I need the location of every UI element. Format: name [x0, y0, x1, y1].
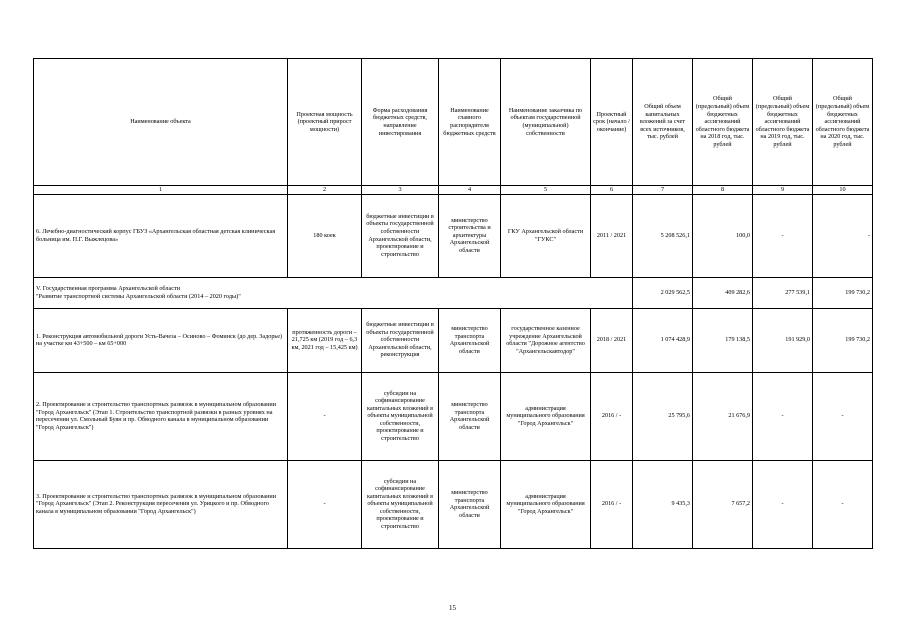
col-header-customer: Наименование заказчика по объектам государственной (муниципальной) собственности — [501, 59, 591, 186]
col-header-form: Форма расходования бюджетных средств, направление инвестирования — [362, 59, 439, 186]
col-header-2019: Общий (предельный) объем бюджетных ассигнований областного бюджета на 2019 год, тыс. рублей — [753, 59, 813, 186]
capacity-cell: - — [288, 460, 362, 548]
manager-cell: министерство транспорта Архангельской области — [439, 308, 501, 372]
object-name: 3. Проектирование и строительство транспортных развязок в муниципальном образовании "Город Архангельск" (Этап 2. Реконструкция пересечения ул. Урицкого и пр. Обводного канала в муниципальном образовании "Город Архангельск") — [34, 460, 288, 548]
col-number: 8 — [693, 186, 753, 195]
term-cell: 2016 / - — [591, 372, 633, 460]
y2020-cell: 199 730,2 — [813, 308, 873, 372]
y2019-cell: - — [753, 372, 813, 460]
col-number: 6 — [591, 186, 633, 195]
customer-cell: администрация муниципального образования "Город Архангельск" — [501, 460, 591, 548]
col-header-term: Проектный срок (начало / окончание) — [591, 59, 633, 186]
col-number: 4 — [439, 186, 501, 195]
header-row — [34, 59, 873, 186]
col-header-capacity: Проектная мощность (проектный прирост мощности) — [288, 59, 362, 186]
total-cell: 1 074 428,9 — [633, 308, 693, 372]
col-number: 2 — [288, 186, 362, 195]
form-cell: субсидии на софинансирование капитальных вложений в объекты муниципальной собственности, проектирование и строительство — [362, 460, 439, 548]
col-header-object: Наименование объекта — [34, 59, 288, 186]
table-row — [34, 308, 873, 372]
y2019-cell: - — [753, 460, 813, 548]
section-row — [34, 277, 873, 308]
capacity-cell: - — [288, 372, 362, 460]
section-2018: 409 282,6 — [693, 277, 753, 308]
section-title-line1: V. Государственная программа Архангельской области — [36, 285, 181, 292]
object-name: 1. Реконструкция автомобильной дороги Усть-Вачеза – Осиново – Фоминск (до дер. Задорье) на участке км 43+500 – км 65+000 — [34, 308, 288, 372]
col-header-manager: Наименование главного распорядителя бюджетных средств — [439, 59, 501, 186]
section-title — [34, 277, 633, 308]
customer-cell: государственное казенное учреждение Архангельской области "Дорожное агентство "Архангельскавтодор" — [501, 308, 591, 372]
y2018-cell: 100,0 — [693, 194, 753, 277]
capacity-cell: протяженность дороги – 21,725 км (2019 год – 6,3 км, 2021 год – 15,425 км) — [288, 308, 362, 372]
col-number: 3 — [362, 186, 439, 195]
y2018-cell: 7 657,2 — [693, 460, 753, 548]
y2019-cell: 191 929,0 — [753, 308, 813, 372]
section-total: 2 029 562,5 — [633, 277, 693, 308]
section-title-line2: "Развитие транспортной системы Архангельской области (2014 – 2020 годы)" — [36, 292, 241, 300]
investment-table — [33, 58, 873, 549]
col-header-2018: Общий (предельный) объем бюджетных ассигнований областного бюджета на 2018 год, тыс. рублей — [693, 59, 753, 186]
object-name: 6. Лечебно-диагностический корпус ГБУЗ «Архангельская областная детская клиническая больница им. П.Г. Выжлецова» — [34, 194, 288, 277]
form-cell: бюджетные инвестиции в объекты государственной собственности Архангельской области, реконструкция — [362, 308, 439, 372]
term-cell: 2011 / 2021 — [591, 194, 633, 277]
customer-cell: ГКУ Архангельской области "ГУКС" — [501, 194, 591, 277]
capacity-cell: 180 коек — [288, 194, 362, 277]
form-cell: бюджетные инвестиции в объекты государственной собственности Архангельской области, проектирование и строительство — [362, 194, 439, 277]
y2020-cell: - — [813, 372, 873, 460]
col-number: 10 — [813, 186, 873, 195]
y2018-cell: 21 676,9 — [693, 372, 753, 460]
table-row — [34, 194, 873, 277]
col-header-2020: Общий (предельный) объем бюджетных ассигнований областного бюджета на 2020 год, тыс. рублей — [813, 59, 873, 186]
y2019-cell: - — [753, 194, 813, 277]
y2020-cell: - — [813, 460, 873, 548]
col-number: 5 — [501, 186, 591, 195]
col-header-total: Общий объем капитальных вложений за счет всех источников, тыс. рублей — [633, 59, 693, 186]
term-cell: 2018 / 2021 — [591, 308, 633, 372]
term-cell: 2016 / - — [591, 460, 633, 548]
section-2020: 199 730,2 — [813, 277, 873, 308]
col-number: 9 — [753, 186, 813, 195]
y2018-cell: 179 138,5 — [693, 308, 753, 372]
manager-cell: министерство транспорта Архангельской области — [439, 460, 501, 548]
total-cell: 9 435,3 — [633, 460, 693, 548]
section-2019: 277 539,1 — [753, 277, 813, 308]
column-numbers-row — [34, 186, 873, 195]
manager-cell: министерство строительства и архитектуры Архангельской области — [439, 194, 501, 277]
col-number: 1 — [34, 186, 288, 195]
object-name: 2. Проектирование и строительство транспортных развязок в муниципальном образовании "Город Архангельск" (Этап 1. Строительство транспортной развязки в разных уровнях на пересечении ул. Смольный Буян и пр. Обводного канала в муниципальном образовании "Город Архангельск") — [34, 372, 288, 460]
table-row — [34, 372, 873, 460]
manager-cell: министерство транспорта Архангельской области — [439, 372, 501, 460]
y2020-cell: - — [813, 194, 873, 277]
col-number: 7 — [633, 186, 693, 195]
table-row — [34, 460, 873, 548]
total-cell: 5 208 526,1 — [633, 194, 693, 277]
customer-cell: администрация муниципального образования "Город Архангельск" — [501, 372, 591, 460]
page-number: 15 — [449, 604, 456, 612]
form-cell: субсидии на софинансирование капитальных вложений в объекты муниципальной собственности, проектирование и строительство — [362, 372, 439, 460]
total-cell: 25 795,6 — [633, 372, 693, 460]
